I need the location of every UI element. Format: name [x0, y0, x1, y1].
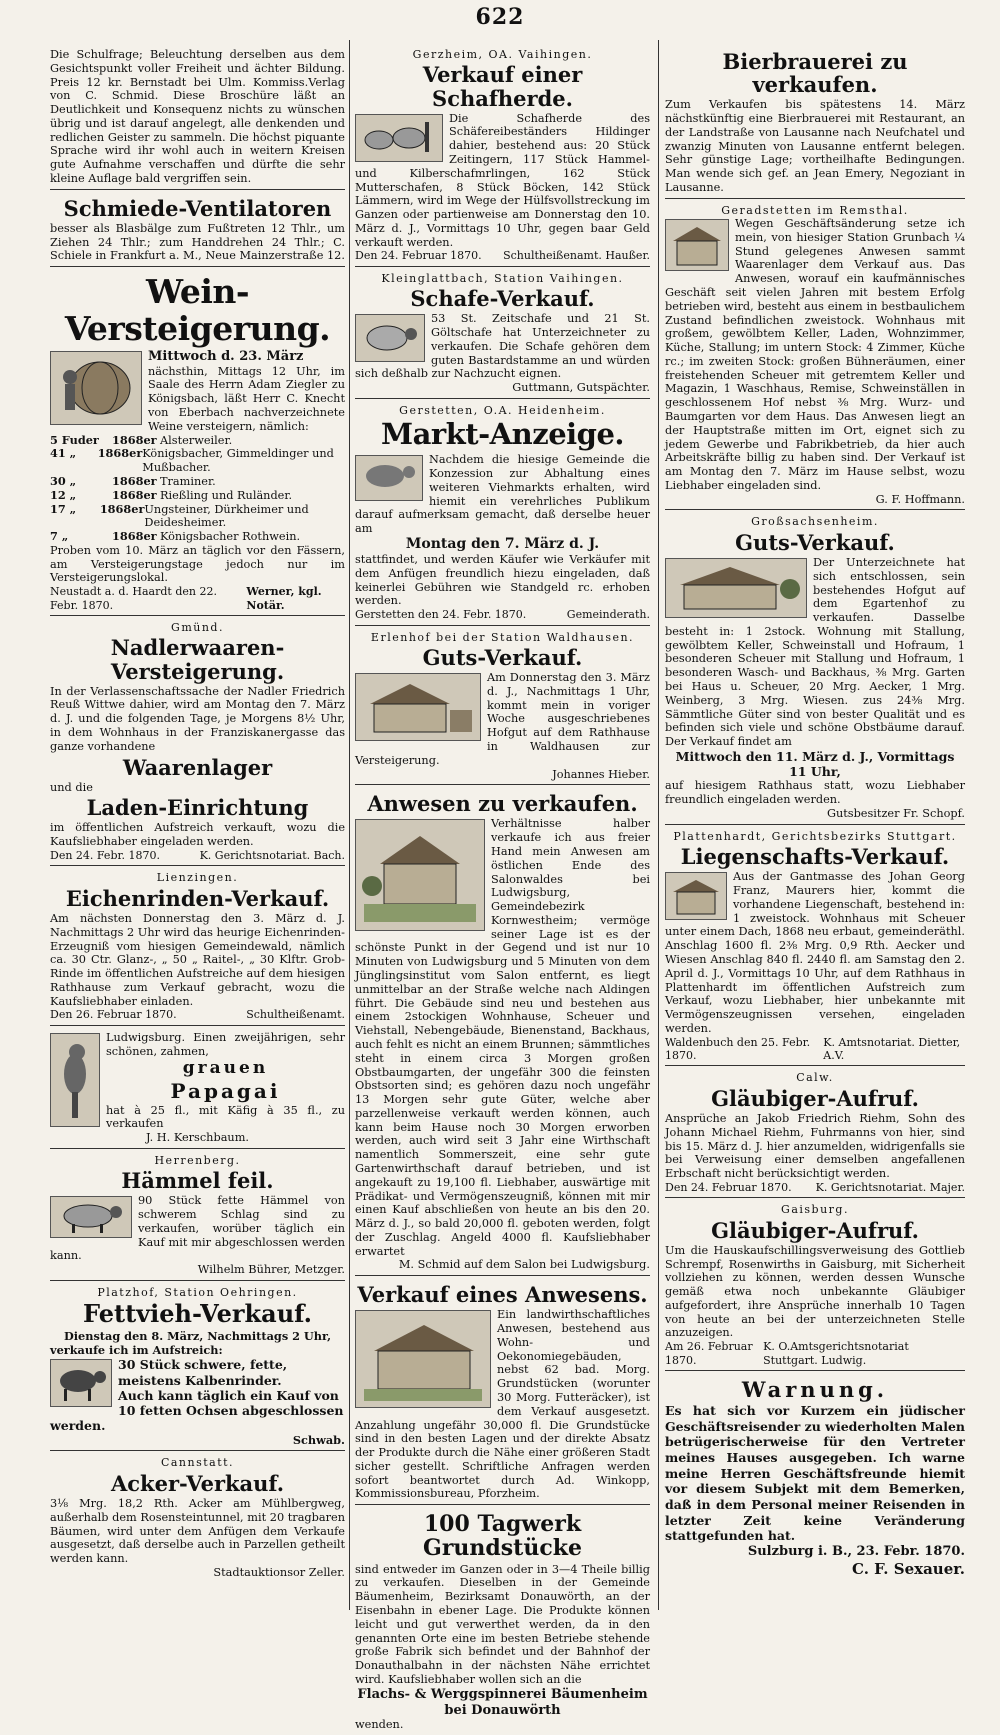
ad-text: auf hiesigem Rathhaus statt, wozu Liebhaber freundlich eingeladen werden.	[665, 779, 965, 807]
ad-location: Gmünd.	[171, 621, 224, 635]
ad-title: Wein-Versteigerung.	[64, 272, 331, 348]
ad-location: Plattenhardt, Gerichtsbezirks Stuttgart.	[673, 829, 957, 843]
parrot-illustration	[50, 1033, 100, 1127]
ad-text: wenden.	[355, 1718, 404, 1732]
ad-warnung	[665, 1374, 965, 1581]
ad-glaeubiger-calw	[665, 1069, 965, 1198]
ad-text: und die	[50, 780, 93, 794]
list-item: 17 „ 1868er Ungsteiner, Dürkheimer und Deidesheimer.	[50, 501, 309, 530]
ad-signature: Den 24. Februar 1870. Schultheißenamt. Haußer.	[355, 249, 650, 263]
ad-haemmel	[50, 1152, 345, 1281]
ad-text: stattfindet, und werden Käufer wie Verkäufer mit dem Anfügen freundlich hiezu eingeladen, daß keinerlei Gebühren wie Standgeld rc. erhoben werden.	[355, 553, 650, 608]
ad-title: Gläubiger-Aufruf.	[711, 1217, 919, 1243]
ad-text: hat à 25 fl., mit Käfig à 35 fl., zu verkaufen	[106, 1103, 345, 1131]
ad-geradstetten	[665, 202, 965, 511]
ad-signature: Guttmann, Gutspächter.	[512, 381, 650, 395]
ad-location: Platzhof, Station Oehringen.	[97, 1286, 298, 1300]
ad-location: Gerstetten, O.A. Heidenheim.	[399, 404, 606, 417]
ad-guts-verkauf-erlenhof	[355, 629, 650, 786]
ad-liegenschaft	[665, 828, 965, 1067]
ad-anwesen	[355, 788, 650, 1276]
ad-text: im öffentlichen Aufstreich verkauft, wozu die Kaufsliebhaber eingeladen werden.	[50, 821, 345, 849]
ad-text: Ein landwirthschaftliches Anwesen, bestehend aus Wohn- und Oekonomiegebäuden, nebst 62 bad. Morg. Grundstücken (worunter 30 Morg. Futteräcker), ist dem Verkauf ausgesetzt. Anzahlung ungefähr 30,000 fl. Die Grundstücke sind in den besten Lagen und der direkte Absatz der Produkte durch die Nähe einer größeren Stadt sicher gestellt. Schriftliche Anfragen werden sofort beantwortet durch Ad. Winkopp, Kommissionsbureau, Pforzheim.	[355, 1308, 650, 1501]
page-number: 622	[475, 4, 525, 30]
ad-signature: Johannes Hieber.	[552, 767, 650, 781]
ad-signature: J. H. Kerschbaum.	[145, 1131, 250, 1145]
ad-fettvieh	[50, 1284, 345, 1451]
ad-text: Ansprüche an Jakob Friedrich Riehm, Sohn des Johann Michael Riehm, Fuhrmanns von hier, sind bis 15. März d. J. hier anzumelden, widrigenfalls sie bei Verweisung einer demselben angefallenen Erbschaft nicht berücksichtigt werden.	[665, 1111, 965, 1181]
ad-date: Montag den 7. März d. J.	[405, 535, 600, 552]
ad-bierbrauerei	[665, 46, 965, 199]
ad-text: 30 Stück schwere, fette, meistens Kalbenrinder.	[118, 1357, 288, 1388]
ad-text: Proben vom 10. März an täglich vor den Fässern, am Versteigerungstage jedoch nur im Versteigerungslokal.	[50, 543, 345, 585]
ad-firm: Flachs- & Werggspinnerei Bäumenheim bei Donauwörth	[357, 1686, 648, 1718]
ad-text: Auch kann täglich ein Kauf von 10 fetten Ochsen abgeschlossen werden.	[50, 1387, 344, 1434]
ad-title: Markt-Anzeige.	[380, 417, 625, 452]
list-item: 41 „ 1868er Königsbacher, Gimmeldinger und Mußbacher.	[50, 446, 334, 475]
ad-schafherde	[355, 46, 650, 267]
sheep-herd-illustration	[355, 114, 443, 162]
ad-signature: Am 26. Februar 1870. K. O.Amtsgerichtsnotariat Stuttgart. Ludwig.	[665, 1340, 909, 1367]
ad-text: Nachdem die hiesige Gemeinde die Konzession zur Abhaltung eines weiteren Viehmarkts erhalten, wird hiemit ein verehrliches Publikum darauf aufmerksam gemacht, daß derselbe heuer am	[355, 453, 650, 536]
ad-text: 3⅛ Mrg. 18,2 Rth. Acker am Mühlbergweg, außerhalb dem Rosensteintunnel, mit 20 tragbaren Bäumen, wird unter dem Anfügen dem Verkaufe ausgesetzt, daß derselbe auch in Parzellen getheilt werden kann.	[50, 1496, 345, 1566]
ad-title: Bierbrauerei zu verkaufen.	[722, 49, 908, 98]
ad-text: Wegen Geschäftsänderung setze ich mein, von hiesiger Station Grunbach ¼ Stund gelegenes Anwesen sammt Waarenlager dem Verkauf aus. Das Anwesen, worauf ein kaufmännisches Geschäft seit vielen Jahren mit bestem Erfolg betrieben wird, besteht aus einem in bestbaulichem Zustand befindlichen zweistock. Wohnhaus mit großem, gewölbtem Keller, Laden, Wohnzimmer, Küche, Stallung; im untern Stock: 4 Zimmer, Küche rc.; im zweiten Stock: großen Bühneräumen, einer freistehenden Scheuer mit getremtem Keller und Magazin, 1 Waschhaus, Remise, Schweinställen in geschlossenem Hof nebst ⅜ Mrg. Wurz- und Baumgarten vor dem Haus. Das Anwesen liegt an der Hauptstraße mitten im Ort, eignet sich zu jedem Gewerbe und Fabrikbetrieb, da hier auch Arbeitskräfte billig zu haben sind. Der Verkauf ist am Montag den 7. März im Hause selbst, wozu Liebhaber eingeladen sind.	[665, 217, 965, 492]
ad-signature: Wilhelm Bührer, Metzger.	[197, 1263, 345, 1277]
ad-text: 90 Stück fette Hämmel von schwerem Schlag sind zu verkaufen, worüber täglich ein Kauf mit mir abgeschlossen werden kann.	[50, 1194, 345, 1263]
ad-title: Warnung.	[741, 1377, 889, 1403]
ad-title: Acker-Verkauf.	[110, 1470, 285, 1496]
column-left	[50, 46, 345, 1616]
ad-signature: Gutsbesitzer Fr. Schopf.	[826, 806, 965, 820]
column-divider	[658, 40, 659, 1610]
ad-title: Verkauf eines Anwesens.	[357, 1282, 648, 1308]
ad-title: Gläubiger-Aufruf.	[711, 1085, 919, 1111]
ad-subtitle: grauen	[182, 1058, 269, 1079]
ad-signature: C. F. Sexauer.	[852, 1559, 965, 1578]
ad-ventilatoren	[50, 193, 345, 267]
house-illustration	[665, 219, 729, 271]
ad-text: Aus der Gantmasse des Johan Georg Franz, Maurers hier, kommt die vorhandene Liegenschaft, bestehend in: 1 zweistock. Wohnhaus mit Scheuer unter einem Dach, 1868 neu erbaut, gemeinderäthl. Anschlag 1600 fl. 2⅜ Mrg. 0,9 Rth. Aecker und Wiesen Anschlag 840 fl. 2440 fl. am Samstag den 2. April d. J., Vormittags 10 Uhr, auf dem Rathhaus in Plattenhardt im öffentlichen Aufstreich zum Verkauf, wozu Liebhaber, hier unbekannte mit Vermögenszeugnissen versehen, eingeladen werden.	[665, 870, 965, 1035]
ad-signature: Gerstetten den 24. Febr. 1870. Gemeinderath.	[355, 608, 650, 622]
ad-tagwerk	[355, 1508, 650, 1735]
ad-title: Liegenschafts-Verkauf.	[680, 844, 950, 870]
list-item: 12 „ 1868er Rießling und Ruländer.	[50, 487, 293, 502]
ad-location: Gaisburg.	[781, 1203, 849, 1217]
ad-signature: Schwab.	[292, 1432, 345, 1447]
farmstead-illustration	[355, 1310, 491, 1408]
ad-eichenrinden	[50, 869, 345, 1025]
ad-signature: Neustadt a. d. Haardt den 22. Febr. 1870. Werner, kgl. Notär.	[50, 585, 322, 612]
ad-location: Lienzingen.	[156, 871, 239, 885]
ad-text: Verhältnisse halber verkaufe ich aus freier Hand mein Anwesen am östlichen Ende des Salonwaldes bei Ludwigsburg, Gemeindebezirk Kornwestheim; vermöge seiner Lage ist es der schönste Punkt in der Gegend und ist nur 10 Minuten von Ludwigsburg und 5 Minuten von dem Jünglingsinstitut vom Salon entfernt, es liegt unmittelbar an der Straße welche nach Aldingen führt. Die Gebäude sind neu und bestehen aus einem 2stockigen Wohnhause, Scheuer und Viehstall, Nebengebäude, Bienenstand, Backhaus, auch fehlt es nicht an einem Brunnen; sämmtliches steht in einem circa 3 Morgen großen Obstbaumgarten, der ungefähr 300 die feinsten Obstsorten sind; es gehören dazu noch ungefähr 13 Morgen sehr gute Güter, welche aber parzellenweise verkauft werden können, auch kann beim Hause noch 30 Morgen erworben werden, auch wird seit 3 Jahr eine Wirthschaft namentlich Sommerszeit, eine sehr gute Gartenwirthschaft darauf betrieben, und ist angekauft zu 19,100 fl. Liebhaber, auswärtige mit Prädikat- und Vermögenszeugniß, können mit mir einen Kauf abschließen von heute an bis den 20. März d. J., so bald 20,000 fl. geboten werden, folgt der Zuschlag. Angeld 4000 fl. Kaufsliebhaber erwartet	[355, 817, 650, 1258]
farmhouse-illustration	[355, 673, 481, 741]
ad-title: Schafe-Verkauf.	[410, 286, 595, 312]
list-item: 7 „ 1868er Königsbacher Rothwein.	[50, 529, 301, 544]
ad-wein-versteigerung	[50, 270, 345, 616]
ad-text: sind entweder im Ganzen oder in 3—4 Theile billig zu verkaufen. Dieselben in der Gemeinde Bäumenheim, Bezirksamt Donauwörth, an der Eisenbahn in ebener Lage. Die Produkte können leicht und gut verwerthet werden, da in den genannten Orte eine im besten Betriebe stehende große Fabrik sich befindet und der Bahnhof der Donauthalbahn in der nächsten Nähe errichtet wird. Kaufsliebhaber wollen sich an die	[355, 1562, 650, 1686]
ad-text: 53 St. Zeitschafe und 21 St. Göltschafe hat Unterzeichneter zu verkaufen. Die Schafe gehören dem guten Bastardstamme an und würden sich deßhalb zur Nachzucht eignen.	[355, 312, 650, 381]
ad-text: In der Verlassenschaftssache der Nadler Friedrich Reuß Wittwe dahier, wird am Montag den 7. März d. J. und die folgenden Tage, je Morgens 8½ Uhr, in dem Wohnhaus in der Franziskanergasse das ganze vorhandene	[50, 684, 345, 753]
ad-verkauf-anwesens	[355, 1279, 650, 1505]
ad-subtitle: Papagai	[170, 1079, 281, 1104]
cattle-illustration	[50, 1359, 112, 1407]
ad-location: Gerzheim, OA. Vaihingen.	[412, 48, 593, 61]
ad-date: Mittwoch d. 23. März	[148, 348, 304, 364]
ad-location: Erlenhof bei der Station Waldhausen.	[370, 630, 635, 644]
cattle-illustration	[355, 455, 423, 501]
estate-illustration	[355, 819, 485, 931]
ad-date: Sulzburg i. B., 23. Febr. 1870.	[747, 1543, 965, 1559]
ad-text: Am Donnerstag den 3. März d. J., Nachmittags 1 Uhr, kommt mein in voriger Woche ausgeschriebenes Hofgut auf dem Rathhause in Waldhausen zur Versteigerung.	[355, 671, 650, 767]
column-divider	[349, 40, 350, 1610]
ad-text: Ludwigsburg. Einen zweijährigen, sehr schönen, zahmen,	[106, 1030, 345, 1058]
ad-date: Dienstag den 8. März, Nachmittags 2 Uhr,	[63, 1328, 332, 1343]
ad-signature: Den 26. Februar 1870. Schultheißenamt.	[50, 1008, 345, 1022]
ad-subtitle: Waarenlager	[122, 754, 273, 780]
list-item: 30 „ 1868er Traminer.	[50, 473, 216, 488]
ad-text: Der Unterzeichnete hat sich entschlossen, sein bestehendes Hofgut auf dem Egartenhof zu verkaufen. Dasselbe besteht in: 1 2stock. Wohnung mit Stallung, gewölbtem Keller, Schweinstall und Hofraum, 1 besonderen Scheuer mit Stallung und Hofraum, 1 besonderen Wasch- und Backhaus, ⅜ Mrg. Garten bei Haus u. Scheuer, 20 Mrg. Aecker, 1 Mrg. Weinberg, 3 Mrg. Wiesen. zus 24⅜ Mrg. Sämmtliche Güter sind von bester Qualität und es befinden sich viele und schöne Obstbäume darauf. Der Verkauf findet am	[665, 555, 965, 749]
ad-glaeubiger-gaisburg	[665, 1201, 965, 1371]
ad-title: Schmiede-Ventilatoren	[63, 195, 332, 221]
sheep-illustration	[50, 1196, 132, 1238]
farmhouse-illustration	[665, 558, 807, 618]
ad-papagai	[50, 1029, 345, 1149]
ad-text: Es hat sich vor Kurzem ein jüdischer Geschäftsreisender zu wiederholten Malen betrügerischerweise für den Vertreter meines Hauses ausgegeben. Ich warne meine Herren Geschäftsfreunde hiemit vor diesem Subjekt mit dem Bemerken, daß in dem Personal meiner Reisenden in letzter Zeit keine Veränderung stattgefunden hat.	[665, 1403, 965, 1544]
ad-signature: M. Schmid auf dem Salon bei Ludwigsburg.	[398, 1258, 650, 1272]
ad-acker	[50, 1454, 345, 1582]
ad-schulfrage	[50, 46, 345, 190]
column-middle	[355, 46, 650, 1732]
wine-barrel-illustration	[50, 351, 142, 425]
ad-text: Um die Hauskaufschillingsverweisung des Gottlieb Schrempf, Rosenwirths in Gaisburg, mit Sicherheit vollziehen zu können, werden dessen Wunsche gemäß etwa noch unbekannte Gläubiger aufgefordert, ihre Ansprüche innerhalb 10 Tagen von heute an bei der unterzeichneten Stelle anzuzeigen.	[665, 1243, 965, 1340]
ad-markt-anzeige	[355, 402, 650, 626]
ad-schafe	[355, 270, 650, 399]
ad-subtitle: Laden-Einrichtung	[86, 795, 309, 821]
ad-signature: G. F. Hoffmann.	[875, 492, 965, 506]
list-item: 5 Fuder 1868er Alsterweiler.	[50, 432, 233, 447]
ad-title: Verkauf einer Schafherde.	[422, 62, 583, 111]
ad-text: Zum Verkaufen bis spätestens 14. März nächstkünftig eine Bierbrauerei mit Restaurant, an der Landstraße von Lausanne nach Neufchatel und zwanzig Minuten von Lausanne entfernt belegen. Sehr günstige Lage; vortheilhafte Bedingungen. Man wende sich gef. an Jean Emery, Negoziant in Lausanne.	[665, 98, 965, 194]
ad-title: Guts-Verkauf.	[735, 529, 895, 555]
ad-signature: Stadtauktionsor Zeller.	[213, 1565, 345, 1579]
house-illustration	[665, 872, 727, 920]
ad-location: Kleinglattbach, Station Vaihingen.	[381, 271, 624, 285]
column-right	[665, 46, 965, 1616]
ad-location: Großsachsenheim.	[751, 515, 879, 529]
ad-text: Die Schulfrage; Beleuchtung derselben aus dem Gesichtspunkt voller Freiheit und ächter Bildung. Preis 12 kr. Bernstadt bei Ulm. Kommiss.Verlag von C. Schmid. Diese Broschüre läßt an Deutlichkeit und Konsequenz nichts zu wünschen übrig und ist darauf angelegt, alle denkenden und redlichen Geister zu sammeln. Die höchst piquante Sprache wird ihr wohl auch in weitern Kreisen gute Aufnahme verschaffen und dürfte die sehr kleine Auflage bald vergriffen sein.	[50, 48, 345, 186]
ad-signature: Waldenbuch den 25. Febr. 1870. K. Amtsnotariat. Dietter, A.V.	[665, 1035, 961, 1063]
ad-location: Geradstetten im Remsthal.	[721, 203, 909, 217]
ad-location: Cannstatt.	[160, 1456, 235, 1470]
ad-date: Mittwoch den 11. März d. J., Vormittags 11 Uhr,	[675, 748, 955, 780]
ad-signature: Den 24. Februar 1870. K. Gerichtsnotariat. Majer.	[665, 1180, 965, 1194]
ad-title: 100 Tagwerk Grundstücke	[423, 1511, 582, 1562]
ad-text: verkaufe ich im Aufstreich:	[50, 1342, 223, 1357]
ad-text: nächsthin, Mittags 12 Uhr, im Saale des Herrn Adam Ziegler zu Königsbach, läßt Herr C. Knecht von Eberbach nachverzeichnete Weine versteigern, nämlich:	[148, 364, 345, 433]
wine-list	[50, 434, 345, 544]
sheep-illustration	[355, 314, 425, 362]
ad-guts-verkauf-grosssachsenheim	[665, 513, 965, 824]
ad-text: Die Schafherde des Schäfereibeständers Hildinger dahier, bestehend aus: 20 Stück Zeitingern, 117 Stück Hammel- und Kilberschafmrlingen, 162 Stück Mutterschafen, 8 Stück Böcken, 142 Stück Lämmern, wird im Wege der Hülfsvollstreckung im Ganzen oder partienweise am Donnerstag den 10. März d. J., Vormittags 10 Uhr, gegen baar Geld verkauft werden.	[355, 111, 650, 249]
ad-title: Eichenrinden-Verkauf.	[65, 885, 330, 911]
ad-location: Herrenberg.	[154, 1153, 241, 1167]
ad-text: Am nächsten Donnerstag den 3. März d. J. Nachmittags 2 Uhr wird das heurige Eichenrinden-Erzeugniß vom hiesigen Gemeindewald, nämlich ca. 30 Ctr. Glanz-, „ 50 „ Raitel-, „ 30 Klftr. Grob- Rinde im öffentlichen Aufstreiche auf dem hiesigen Rathhause zum Verkauf gebracht, wozu die Kaufsliebhaber einladen.	[50, 911, 345, 1008]
ad-title: Hämmel feil.	[121, 1168, 274, 1194]
ad-title: Fettvieh-Verkauf.	[83, 1299, 312, 1329]
ad-title: Guts-Verkauf.	[422, 645, 583, 670]
ad-location: Calw.	[796, 1071, 834, 1085]
ad-text: besser als Blasbälge zum Fußtreten 12 Thlr., um Ziehen 24 Thlr.; zum Handdrehen 24 Thlr.; C. Schiele in Frankfurt a. M., Neue Mainzerstraße 12.	[50, 221, 345, 263]
ad-signature: Den 24. Febr. 1870. K. Gerichtsnotariat. Bach.	[50, 849, 345, 863]
ad-title: Nadlerwaaren-Versteigerung.	[110, 635, 285, 684]
ad-nadlerwaaren	[50, 619, 345, 866]
ad-title: Anwesen zu verkaufen.	[367, 791, 638, 817]
